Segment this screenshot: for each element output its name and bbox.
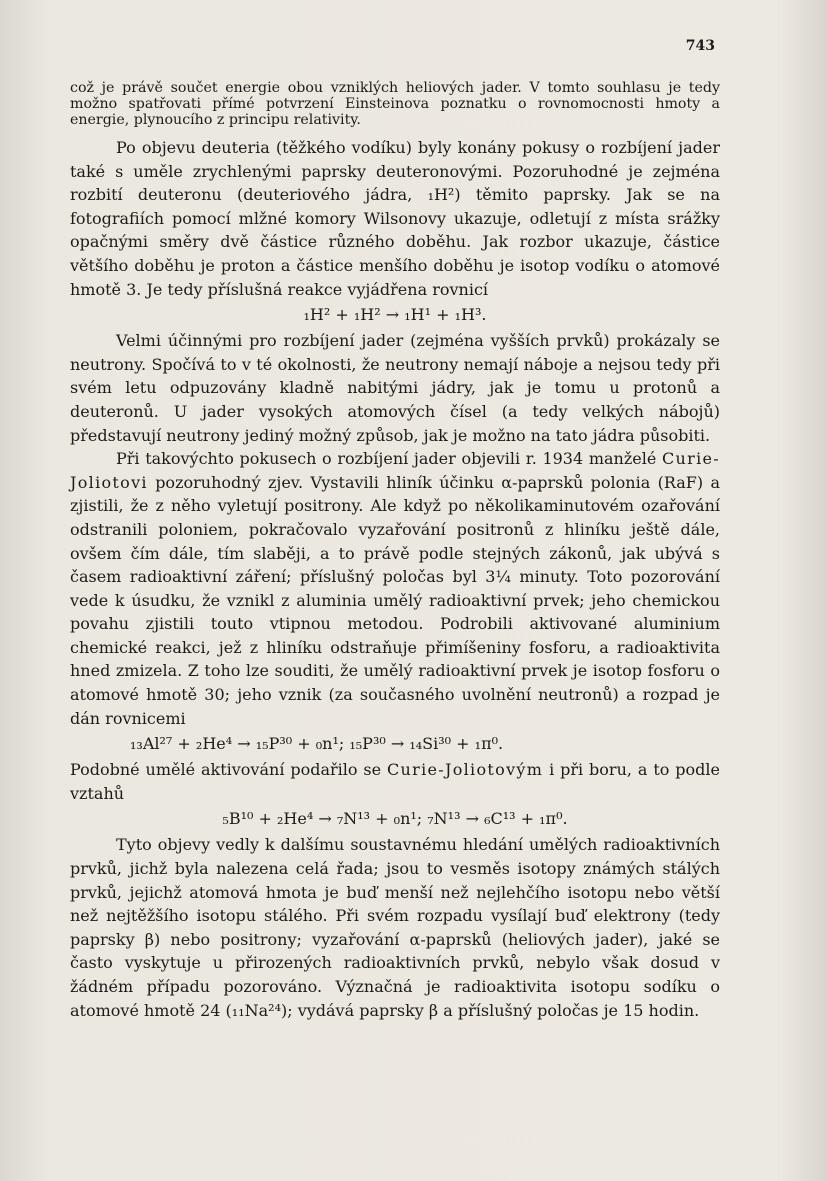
- equation-deuteron-reaction: ₁H² + ₁H² → ₁H¹ + ₁H³.: [303, 305, 487, 325]
- curie-joliot-names: Curie-Joliotovi: [70, 449, 720, 492]
- page-number: 743: [685, 38, 715, 54]
- paragraph-4-rest: pozoruhodný zjev. Vystavili hliník účinku α-paprsků polonia (RaF) a zjistili, že z něho vyletují positrony. Ale když po několikaminutovém ozařování odstranili poloniem, pokračovalo vyzařování positronů z hliníku ještě dále, ovšem čím dále, tím slaběji, a to právě podle stejných zákonů, jak ubývá s časem radioaktivní záření; příslušný poločas byl 3¼ minuty. Toto pozorování vede k úsudku, že vznikl z aluminia umělý radioaktivní prvek; jeho chemickou povahu zjistili touto vtipnou metodou. Podrobili aktivované aluminium chemické reakci, jež z hliníku odstraňuje přimíšeniny fosforu, a radioaktivita hned zmizela. Z toho lze souditi, že umělý radioaktivní prvek je isotop fosforu o atomové hmotě 30; jeho vznik (za současného uvolnění neutronů) a rozpad je dán rovnicemi: [70, 472, 720, 728]
- curie-joliot-names-2: Curie-Joliotovým: [387, 760, 544, 780]
- equation-aluminium: ₁₃Al²⁷ + ₂He⁴ → ₁₅P³⁰ + ₀n¹; ₁₅P³⁰ → ₁₄Si³⁰ + ₁π⁰.: [130, 734, 504, 754]
- paragraph-6: Tyto objevy vedly k dalšímu soustavnému hledání umělých radioaktivních prvků, jichž byla nalezena celá řada; jsou to vesměs isotopy známých stálých prvků, jejichž atomová hmota je buď menší než nejlehčího isotopu nebo větší než nejtěžšího isotopu stálého. Při svém rozpadu vysílají buď elektrony (tedy paprsky β) nebo positrony; vyzařování α-paprsků (heliových jader), jaké se často vyskytuje u přirozených radioaktivních prvků, nebylo však dosud v žádném případu pozorováno. Význačná je radioaktivita isotopu sodíku o atomové hmotě 24 (₁₁Na²⁴); vydává paprsky β a příslušný poločas je 15 hodin.: [70, 835, 720, 1020]
- paragraph-5: [70, 758, 720, 805]
- paragraph-2: Po objevu deuteria (těžkého vodíku) byly konány pokusy o rozbíjení jader také s uměle zrychlenými paprsky deuteronovými. Pozoruhodné je zejména rozbití deuteronu (deuteriového jádra, ₁H²) těmito paprsky. Jak se na fotografiích pomocí mlžné komory Wilsonovy ukazuje, odletují z místa srážky opačnými směry dvě částice různého doběhu. Jak rozbor ukazuje, částice většího doběhu je proton a částice menšího doběhu je isotop vodíku o atomové hmotě 3. Je tedy příslušná reakce vyjádřena rovnicí: [70, 138, 720, 299]
- paragraph-5-start: Podobné umělé aktivování podařilo se: [70, 760, 382, 780]
- paragraph-4: [70, 447, 720, 730]
- body-text: [70, 80, 720, 1022]
- paragraph-3: Velmi účinnými pro rozbíjení jader (zejména vyšších prvků) prokázaly se neutrony. Spočívá to v té okolnosti, že neutrony nemají náboje a nejsou tedy při svém letu odpuzovány kladně nabitými jádry, jak je tomu u protonů a deuteronů. U jader vysokých atomových čísel (a tedy velkých nábojů) představují neutrony jediný možný způsob, jak je možno na tato jádra působiti.: [70, 331, 720, 445]
- paragraph-5-rest: i při boru, a to podle vztahů: [70, 760, 720, 803]
- paragraph-1: což je právě součet energie obou vzniklých heliových jader. V tomto souhlasu je tedy možno spatřovati přímé potvrzení Einsteinova poznatku o rovnomocnosti hmoty a energie, plynoucího z principu relativity.: [70, 80, 720, 128]
- paragraph-4-start: Při takovýchto pokusech o rozbíjení jader objevili r. 1934 manželé: [116, 449, 657, 469]
- equation-boron: ₅B¹⁰ + ₂He⁴ → ₇N¹³ + ₀n¹; ₇N¹³ → ₆C¹³ + ₁π⁰.: [222, 809, 568, 829]
